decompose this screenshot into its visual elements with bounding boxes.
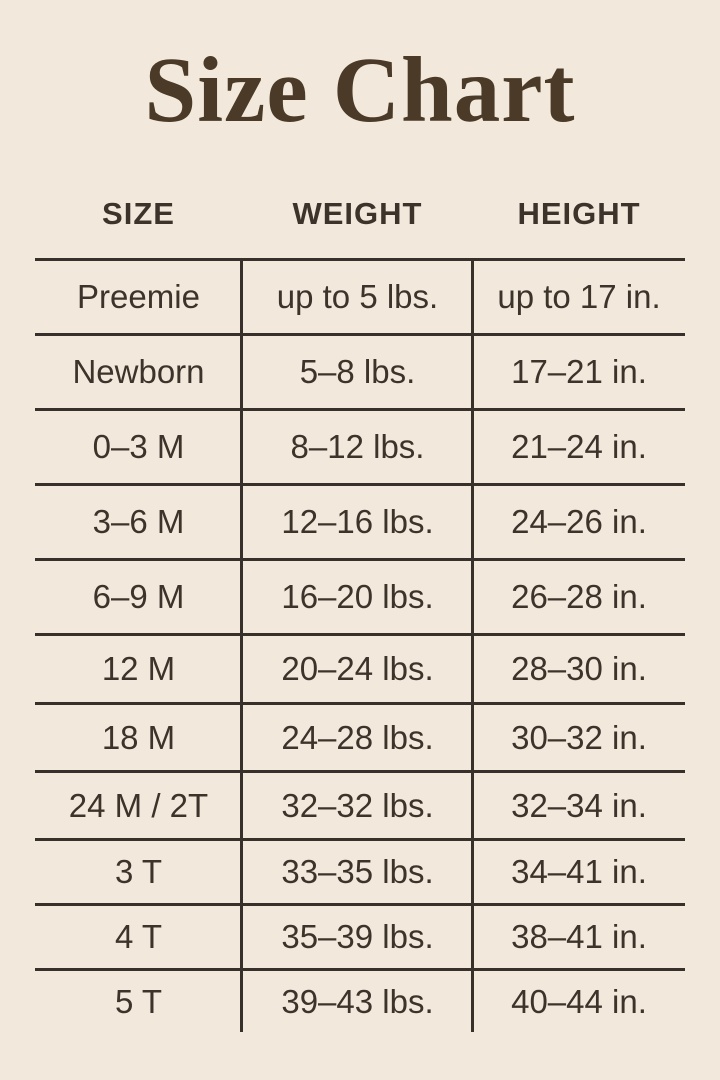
column-header-weight: WEIGHT (292, 196, 423, 231)
weight-cell: 16–20 lbs. (281, 578, 434, 615)
weight-cell: 12–16 lbs. (281, 503, 434, 540)
table-row (35, 770, 685, 838)
size-cell: Newborn (72, 353, 205, 390)
size-cell: 0–3 M (92, 428, 185, 465)
table-row (35, 903, 685, 968)
size-cell: 3–6 M (92, 503, 185, 540)
height-cell: up to 17 in. (497, 278, 661, 315)
size-cell: 24 M / 2T (68, 786, 209, 824)
weight-cell: 20–24 lbs. (281, 650, 434, 687)
table-row (35, 333, 685, 408)
table-row (35, 702, 685, 770)
weight-cell: 33–35 lbs. (281, 853, 434, 890)
size-cell: 5 T (114, 982, 163, 1020)
page-title: Size Chart (144, 39, 576, 142)
size-cell: Preemie (77, 278, 200, 315)
size-cell: 12 M (101, 650, 176, 687)
size-cell: 18 M (101, 718, 176, 756)
table-row (35, 258, 685, 333)
height-cell: 38–41 in. (511, 918, 647, 955)
height-cell: 40–44 in. (511, 982, 647, 1020)
size-cell: 6–9 M (92, 578, 185, 615)
weight-cell: up to 5 lbs. (276, 278, 439, 315)
height-cell: 30–32 in. (511, 718, 647, 756)
weight-cell: 39–43 lbs. (281, 982, 434, 1020)
weight-cell: 35–39 lbs. (281, 918, 434, 955)
size-cell: 3 T (114, 853, 163, 890)
table-row (35, 558, 685, 633)
height-cell: 26–28 in. (511, 578, 647, 615)
weight-cell: 24–28 lbs. (281, 718, 434, 756)
column-header-size: SIZE (102, 196, 175, 231)
table-row (35, 483, 685, 558)
size-chart-table (35, 258, 685, 1032)
table-row (35, 633, 685, 702)
size-cell: 4 T (114, 918, 163, 955)
column-divider-2 (471, 258, 474, 1032)
table-row (35, 408, 685, 483)
table-row (35, 968, 685, 1032)
height-cell: 24–26 in. (511, 503, 647, 540)
height-cell: 21–24 in. (511, 428, 647, 465)
weight-cell: 8–12 lbs. (290, 428, 425, 465)
table-header-row (35, 188, 685, 240)
height-cell: 32–34 in. (511, 786, 647, 824)
height-cell: 17–21 in. (511, 353, 647, 390)
height-cell: 28–30 in. (511, 650, 647, 687)
weight-cell: 5–8 lbs. (299, 353, 416, 390)
height-cell: 34–41 in. (511, 853, 647, 890)
weight-cell: 32–32 lbs. (281, 786, 434, 824)
size-chart-rows (35, 258, 685, 1032)
table-row (35, 838, 685, 903)
column-divider-1 (240, 258, 243, 1032)
column-header-height: HEIGHT (517, 196, 641, 231)
